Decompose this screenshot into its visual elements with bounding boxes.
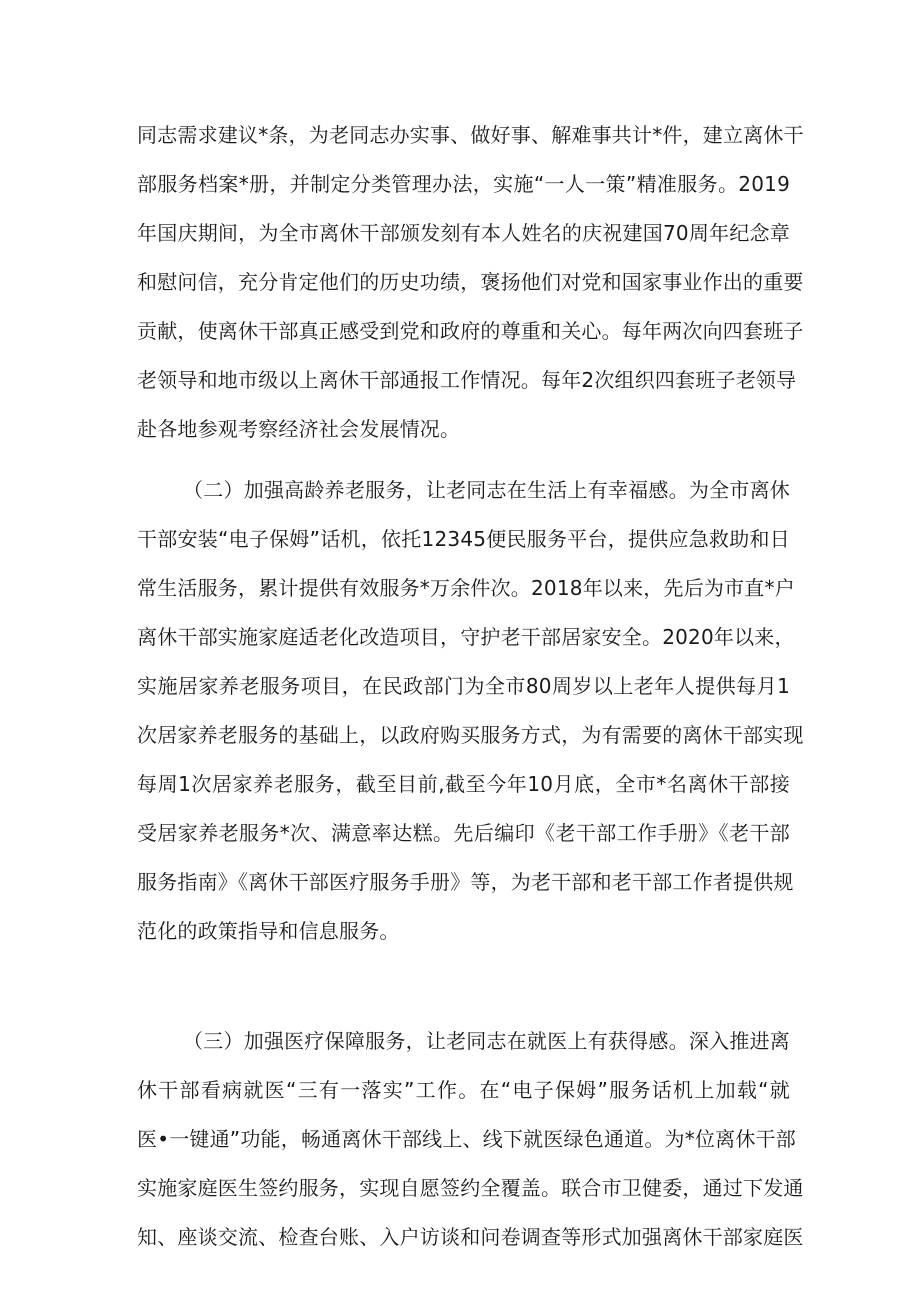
text-line: 部服务档案*册，并制定分类管理办法，实施“一人一策”精准服务。2019: [137, 172, 790, 196]
text-line: 常生活服务，累计提供有效服务*万余件次。2018年以来，先后为市直*户: [137, 576, 795, 600]
text-line: 次居家养老服务的基础上，以政府购买服务方式，为有需要的离休干部实现: [137, 723, 804, 747]
text-line: 同志需求建议*条，为老同志办实事、做好事、解难事共计*件，建立离休干: [137, 123, 804, 147]
text-line: 实施家庭医生签约服务，实现自愿签约全覆盖。联合市卫健委，通过下发通: [137, 1176, 804, 1200]
text-line: 赴各地参观考察经济社会发展情况。: [137, 417, 461, 441]
text-line: 范化的政策指导和信息服务。: [137, 919, 400, 943]
text-line: 年国庆期间，为全市离休干部颁发刻有本人姓名的庆祝建国70周年纪念章: [137, 221, 790, 245]
text-line: 离休干部实施家庭适老化改造项目，守护老干部居家安全。2020年以来，: [137, 625, 795, 649]
text-line: 贡献，使离休干部真正感受到党和政府的尊重和关心。每年两次向四套班子: [137, 319, 804, 343]
text-line: 医•一键通”功能，畅通离休干部线上、线下就医绿色通道。为*位离休干部: [137, 1127, 796, 1151]
text-line: （二）加强高龄养老服务，让老同志在生活上有幸福感。为全市离休: [183, 478, 790, 502]
text-line: （三）加强医疗保障服务，让老同志在就医上有获得感。深入推进离: [183, 1029, 790, 1053]
text-line: 每周1次居家养老服务，截至目前,截至今年10月底，全市*名离休干部接: [137, 772, 790, 796]
text-line: 知、座谈交流、检查台账、入户访谈和问卷调查等形式加强离休干部家庭医: [137, 1225, 804, 1249]
text-line: 服务指南》《离休干部医疗服务手册》等，为老干部和老干部工作者提供规: [137, 870, 794, 894]
text-line: 和慰问信，充分肯定他们的历史功绩，褒扬他们对党和国家事业作出的重要: [137, 270, 804, 294]
text-line: 实施居家养老服务项目，在民政部门为全市80周岁以上老年人提供每月1: [137, 674, 790, 698]
text-line: 干部安装“电子保姆”话机，依托12345便民服务平台，提供应急救助和日: [137, 527, 790, 551]
text-line: 休干部看病就医“三有一落实”工作。在“电子保姆”服务话机上加载“就: [137, 1078, 790, 1102]
text-line: 受居家养老服务*次、满意率达糕。先后编印《老干部工作手册》《老干部: [137, 821, 790, 845]
text-line: 老领导和地市级以上离休干部通报工作情况。每年2次组织四套班子老领导: [137, 368, 797, 392]
